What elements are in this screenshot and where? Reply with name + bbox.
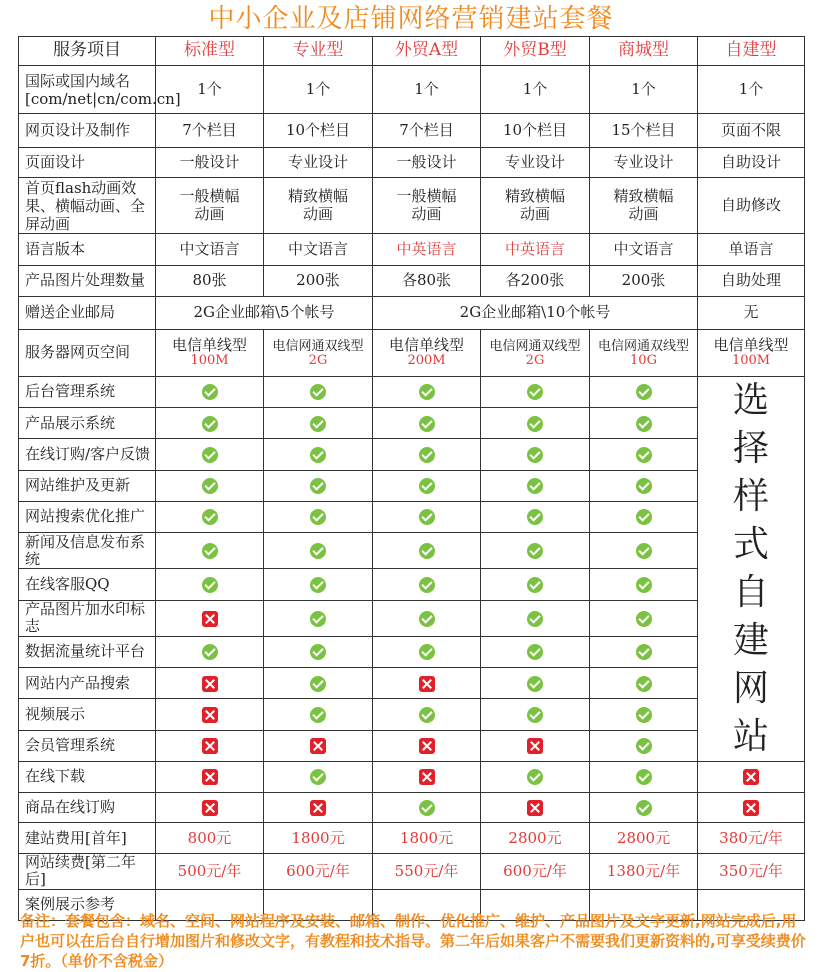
check-icon xyxy=(310,577,326,593)
cell: 中文语言 xyxy=(156,234,264,266)
feature-label: 网站搜索优化推广 xyxy=(19,501,156,532)
feature-cell xyxy=(590,377,698,408)
cell: 1800元 xyxy=(264,823,373,854)
feature-cell xyxy=(590,699,698,730)
cell: 800元 xyxy=(156,823,264,854)
row-label: 首页flash动画效果、横幅动画、全屏动画 xyxy=(19,178,156,234)
cell: 2G企业邮箱\10个帐号 xyxy=(373,297,698,330)
cell: 各80张 xyxy=(373,266,481,297)
check-icon xyxy=(636,707,652,723)
feature-cell xyxy=(590,636,698,667)
feature-label: 在线客服QQ xyxy=(19,569,156,600)
cell: 7个栏目 xyxy=(373,114,481,148)
cross-icon xyxy=(419,769,435,785)
feature-cell xyxy=(481,600,590,636)
cell: 1个 xyxy=(264,66,373,114)
feature-row xyxy=(19,569,805,600)
cell: 专业设计 xyxy=(481,148,590,178)
check-icon xyxy=(636,738,652,754)
feature-label: 数据流量统计平台 xyxy=(19,636,156,667)
feature-cell xyxy=(156,762,264,793)
cell xyxy=(481,330,590,377)
feature-cell xyxy=(156,668,264,699)
check-icon xyxy=(527,509,543,525)
feature-cell xyxy=(590,533,698,569)
cell: 页面不限 xyxy=(698,114,805,148)
cross-icon xyxy=(743,800,759,816)
cell: 380元/年 xyxy=(698,823,805,854)
feature-cell xyxy=(481,636,590,667)
cross-icon xyxy=(202,676,218,692)
cell: 一般设计 xyxy=(373,148,481,178)
feature-cell xyxy=(264,533,373,569)
check-icon xyxy=(310,769,326,785)
check-icon xyxy=(527,416,543,432)
feature-cell xyxy=(373,501,481,532)
feature-cell xyxy=(590,762,698,793)
row-label: 网页设计及制作 xyxy=(19,114,156,148)
feature-cell xyxy=(156,600,264,636)
cross-icon xyxy=(202,611,218,627)
cell: 精致横幅动画 xyxy=(481,178,590,234)
cell: 600元/年 xyxy=(481,854,590,890)
check-icon xyxy=(636,611,652,627)
feature-cell xyxy=(156,501,264,532)
feature-row xyxy=(19,792,805,823)
feature-row xyxy=(19,600,805,636)
space-type: 电信单线型 xyxy=(388,335,464,354)
check-icon xyxy=(636,447,652,463)
feature-row xyxy=(19,501,805,532)
cell: 7个栏目 xyxy=(156,114,264,148)
check-icon xyxy=(310,676,326,692)
feature-cell xyxy=(264,636,373,667)
feature-label: 产品展示系统 xyxy=(19,408,156,439)
check-icon xyxy=(310,384,326,400)
feature-label: 网站内产品搜索 xyxy=(19,668,156,699)
cell: 一般设计 xyxy=(156,148,264,178)
feature-cell xyxy=(373,439,481,470)
header-professional: 专业型 xyxy=(264,37,373,66)
feature-cell xyxy=(481,792,590,823)
cell: 1个 xyxy=(590,66,698,114)
feature-cell xyxy=(373,699,481,730)
feature-cell xyxy=(373,408,481,439)
feature-cell xyxy=(590,501,698,532)
feature-cell xyxy=(481,470,590,501)
feature-cell xyxy=(264,569,373,600)
row-domain xyxy=(19,66,805,114)
feature-row xyxy=(19,439,805,470)
feature-cell xyxy=(264,762,373,793)
feature-label: 会员管理系统 xyxy=(19,730,156,761)
check-icon xyxy=(419,577,435,593)
feature-cell xyxy=(590,569,698,600)
row-mail xyxy=(19,297,805,330)
check-icon xyxy=(310,478,326,494)
feature-row xyxy=(19,408,805,439)
cell: 单语言 xyxy=(698,234,805,266)
cell xyxy=(156,330,264,377)
space-type: 电信网通双线型 xyxy=(272,338,364,354)
feature-label: 视频展示 xyxy=(19,699,156,730)
cell: 80张 xyxy=(156,266,264,297)
space-size: 10G xyxy=(630,353,657,369)
feature-label: 新闻及信息发布系统 xyxy=(19,533,156,569)
cell: 专业设计 xyxy=(590,148,698,178)
check-icon xyxy=(310,611,326,627)
check-icon xyxy=(310,509,326,525)
cell: 精致横幅动画 xyxy=(264,178,373,234)
check-icon xyxy=(527,577,543,593)
check-icon xyxy=(202,447,218,463)
check-icon xyxy=(527,769,543,785)
space-size: 100M xyxy=(190,353,229,369)
feature-cell xyxy=(264,377,373,408)
row-label: 国际或国内域名[com/net|cn/com.cn] xyxy=(19,66,156,114)
feature-label: 在线下载 xyxy=(19,762,156,793)
check-icon xyxy=(310,447,326,463)
self-build-cell xyxy=(698,377,805,762)
row-space xyxy=(19,330,805,377)
header-service: 服务项目 xyxy=(19,37,156,66)
cell: 15个栏目 xyxy=(590,114,698,148)
feature-row xyxy=(19,636,805,667)
check-icon xyxy=(527,644,543,660)
check-icon xyxy=(419,416,435,432)
feature-cell xyxy=(590,668,698,699)
cell: 2800元 xyxy=(590,823,698,854)
row-label: 赠送企业邮局 xyxy=(19,297,156,330)
cell: 200张 xyxy=(590,266,698,297)
check-icon xyxy=(636,644,652,660)
feature-cell xyxy=(481,762,590,793)
check-icon xyxy=(527,447,543,463)
header-trade-a: 外贸A型 xyxy=(373,37,481,66)
footnote: 备注：套餐包含：域名、空间、网站程序及安装、邮箱、制作、优化推广、维护、产品图片及文字更新,网站完成后,用户也可以在后台自行增加图片和修改文字，有教程和技术指导。第二年后如果客户不需要我们更新资料的,可享受续费价7折。（单价不含税金） xyxy=(20,912,806,970)
feature-cell xyxy=(373,636,481,667)
feature-cell xyxy=(590,730,698,761)
check-icon xyxy=(527,707,543,723)
feature-cell xyxy=(590,408,698,439)
feature-cell xyxy=(481,569,590,600)
feature-cell xyxy=(264,501,373,532)
feature-cell xyxy=(373,668,481,699)
cross-icon xyxy=(202,707,218,723)
feature-cell xyxy=(156,377,264,408)
cross-icon xyxy=(419,676,435,692)
feature-cell xyxy=(481,408,590,439)
cell: 1个 xyxy=(156,66,264,114)
check-icon xyxy=(636,676,652,692)
row-label: 产品图片处理数量 xyxy=(19,266,156,297)
header-standard: 标准型 xyxy=(156,37,264,66)
cell: 中文语言 xyxy=(264,234,373,266)
feature-cell xyxy=(590,470,698,501)
cell: 中文语言 xyxy=(590,234,698,266)
cross-icon xyxy=(202,800,218,816)
cell: 自助修改 xyxy=(698,178,805,234)
header-self-build: 自建型 xyxy=(698,37,805,66)
cross-icon xyxy=(202,738,218,754)
feature-cell xyxy=(481,377,590,408)
feature-cell xyxy=(481,730,590,761)
row-flash xyxy=(19,178,805,234)
check-icon xyxy=(310,416,326,432)
space-type: 电信单线型 xyxy=(713,335,789,354)
check-icon xyxy=(636,416,652,432)
check-icon xyxy=(310,644,326,660)
header-row xyxy=(19,37,805,66)
cell: 自助设计 xyxy=(698,148,805,178)
cross-icon xyxy=(743,769,759,785)
cell: 1800元 xyxy=(373,823,481,854)
check-icon xyxy=(419,707,435,723)
feature-cell xyxy=(264,439,373,470)
feature-cell xyxy=(156,730,264,761)
cell: 2G企业邮箱\5个帐号 xyxy=(156,297,373,330)
feature-cell xyxy=(481,439,590,470)
feature-cell xyxy=(481,533,590,569)
feature-cell xyxy=(156,636,264,667)
row-renew xyxy=(19,854,805,890)
feature-cell xyxy=(264,408,373,439)
check-icon xyxy=(527,543,543,559)
feature-cell xyxy=(264,792,373,823)
check-icon xyxy=(419,509,435,525)
check-icon xyxy=(636,384,652,400)
feature-cell xyxy=(156,439,264,470)
feature-cell xyxy=(264,668,373,699)
cell: 550元/年 xyxy=(373,854,481,890)
feature-cell xyxy=(373,792,481,823)
space-size: 100M xyxy=(731,353,771,369)
header-trade-b: 外贸B型 xyxy=(481,37,590,66)
feature-row xyxy=(19,377,805,408)
space-type: 电信网通双线型 xyxy=(489,338,581,354)
cell: 200张 xyxy=(264,266,373,297)
cell: 2800元 xyxy=(481,823,590,854)
feature-row xyxy=(19,470,805,501)
row-images xyxy=(19,266,805,297)
cell: 10个栏目 xyxy=(264,114,373,148)
cross-icon xyxy=(310,800,326,816)
check-icon xyxy=(202,416,218,432)
check-icon xyxy=(636,577,652,593)
check-icon xyxy=(419,800,435,816)
cell xyxy=(590,330,698,377)
check-icon xyxy=(202,543,218,559)
check-icon xyxy=(419,478,435,494)
check-icon xyxy=(636,543,652,559)
check-icon xyxy=(202,384,218,400)
check-icon xyxy=(636,509,652,525)
cell: 无 xyxy=(698,297,805,330)
feature-label: 后台管理系统 xyxy=(19,377,156,408)
feature-cell xyxy=(264,600,373,636)
check-icon xyxy=(527,676,543,692)
feature-cell xyxy=(156,569,264,600)
cell: 自助处理 xyxy=(698,266,805,297)
cell: 600元/年 xyxy=(264,854,373,890)
feature-cell xyxy=(373,730,481,761)
row-label: 页面设计 xyxy=(19,148,156,178)
row-label: 语言版本 xyxy=(19,234,156,266)
feature-row xyxy=(19,730,805,761)
feature-row xyxy=(19,533,805,569)
row-design xyxy=(19,114,805,148)
check-icon xyxy=(310,707,326,723)
feature-cell xyxy=(698,762,805,793)
feature-label: 商品在线订购 xyxy=(19,792,156,823)
feature-label: 产品图片加水印标志 xyxy=(19,600,156,636)
feature-cell xyxy=(373,762,481,793)
cross-icon xyxy=(202,769,218,785)
cross-icon xyxy=(310,738,326,754)
space-type: 电信单线型 xyxy=(171,335,247,354)
feature-cell xyxy=(481,668,590,699)
feature-cell xyxy=(590,792,698,823)
cross-icon xyxy=(419,738,435,754)
cell xyxy=(264,330,373,377)
feature-cell xyxy=(156,470,264,501)
feature-row xyxy=(19,762,805,793)
feature-label: 在线订购/客户反馈 xyxy=(19,439,156,470)
space-type: 电信网通双线型 xyxy=(597,338,689,354)
feature-cell xyxy=(698,792,805,823)
package-table xyxy=(18,36,805,921)
row-page xyxy=(19,148,805,178)
row-cost xyxy=(19,823,805,854)
check-icon xyxy=(636,478,652,494)
cell xyxy=(698,330,805,377)
cell: 10个栏目 xyxy=(481,114,590,148)
space-size: 2G xyxy=(308,353,328,369)
cross-icon xyxy=(527,800,543,816)
feature-cell xyxy=(373,470,481,501)
feature-cell xyxy=(156,699,264,730)
check-icon xyxy=(527,611,543,627)
cell: 精致横幅动画 xyxy=(590,178,698,234)
self-build-text: 选择样式自建网站 xyxy=(732,380,769,757)
feature-cell xyxy=(373,533,481,569)
feature-cell xyxy=(590,600,698,636)
row-label: 网站续费[第二年后] xyxy=(19,854,156,890)
cell: 350元/年 xyxy=(698,854,805,890)
feature-cell xyxy=(373,377,481,408)
cell: 1个 xyxy=(481,66,590,114)
feature-cell xyxy=(481,501,590,532)
cell xyxy=(373,330,481,377)
cell: 中英语言 xyxy=(481,234,590,266)
cell: 一般横幅动画 xyxy=(373,178,481,234)
header-mall: 商城型 xyxy=(590,37,698,66)
check-icon xyxy=(419,644,435,660)
page-title: 中小企业及店铺网络营销建站套餐 xyxy=(208,4,614,34)
feature-cell xyxy=(264,730,373,761)
cell: 1个 xyxy=(373,66,481,114)
feature-cell xyxy=(264,699,373,730)
space-size: 2G xyxy=(525,353,545,369)
check-icon xyxy=(202,644,218,660)
cross-icon xyxy=(527,738,543,754)
feature-cell xyxy=(156,408,264,439)
cell: 中英语言 xyxy=(373,234,481,266)
check-icon xyxy=(202,509,218,525)
check-icon xyxy=(527,384,543,400)
feature-cell xyxy=(264,470,373,501)
feature-label: 网站维护及更新 xyxy=(19,470,156,501)
row-label: 服务器网页空间 xyxy=(19,330,156,377)
feature-cell xyxy=(373,569,481,600)
check-icon xyxy=(310,543,326,559)
cell: 各200张 xyxy=(481,266,590,297)
row-label: 建站费用[首年] xyxy=(19,823,156,854)
check-icon xyxy=(419,447,435,463)
check-icon xyxy=(419,543,435,559)
cell: 专业设计 xyxy=(264,148,373,178)
feature-row xyxy=(19,699,805,730)
check-icon xyxy=(419,384,435,400)
row-language xyxy=(19,234,805,266)
row-label: 案例展示参考 xyxy=(19,889,156,920)
feature-cell xyxy=(156,533,264,569)
cell: 500元/年 xyxy=(156,854,264,890)
check-icon xyxy=(527,478,543,494)
feature-cell xyxy=(156,792,264,823)
feature-cell xyxy=(481,699,590,730)
feature-cell xyxy=(590,439,698,470)
check-icon xyxy=(419,611,435,627)
feature-row xyxy=(19,668,805,699)
cell: 1个 xyxy=(698,66,805,114)
feature-cell xyxy=(373,600,481,636)
feature-rows xyxy=(19,377,805,823)
check-icon xyxy=(636,769,652,785)
cell: 1380元/年 xyxy=(590,854,698,890)
check-icon xyxy=(636,800,652,816)
space-size: 200M xyxy=(407,353,446,369)
cell: 一般横幅动画 xyxy=(156,178,264,234)
check-icon xyxy=(202,478,218,494)
check-icon xyxy=(202,577,218,593)
